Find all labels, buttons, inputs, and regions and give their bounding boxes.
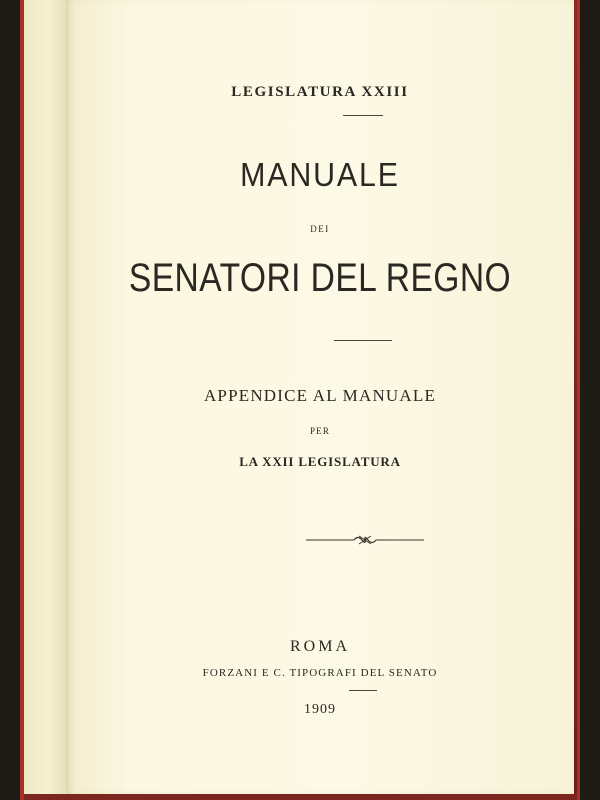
main-title-line-2: SENATORI DEL REGNO [128,256,512,300]
book-bottom-edge [24,794,577,800]
subtitle-appendice: APPENDICE AL MANUALE [203,386,437,405]
subtitle-legislature: LA XXII LEGISLATURA [239,454,401,469]
short-rule [343,115,383,116]
previous-page-edge [24,0,69,796]
short-rule [334,340,392,341]
main-title-line-1: MANUALE [240,156,400,193]
imprint-printer: FORZANI E C. TIPOGRAFI DEL SENATO [202,667,438,679]
short-rule [349,690,377,691]
imprint-city: ROMA [289,638,350,655]
title-page [66,0,574,794]
legislature-heading: LEGISLATURA XXIII [231,84,409,100]
connector-per: PER [309,426,331,436]
connector-dei: DEI [310,224,330,234]
imprint-year: 1909 [304,702,336,717]
ornament-divider [306,532,424,548]
